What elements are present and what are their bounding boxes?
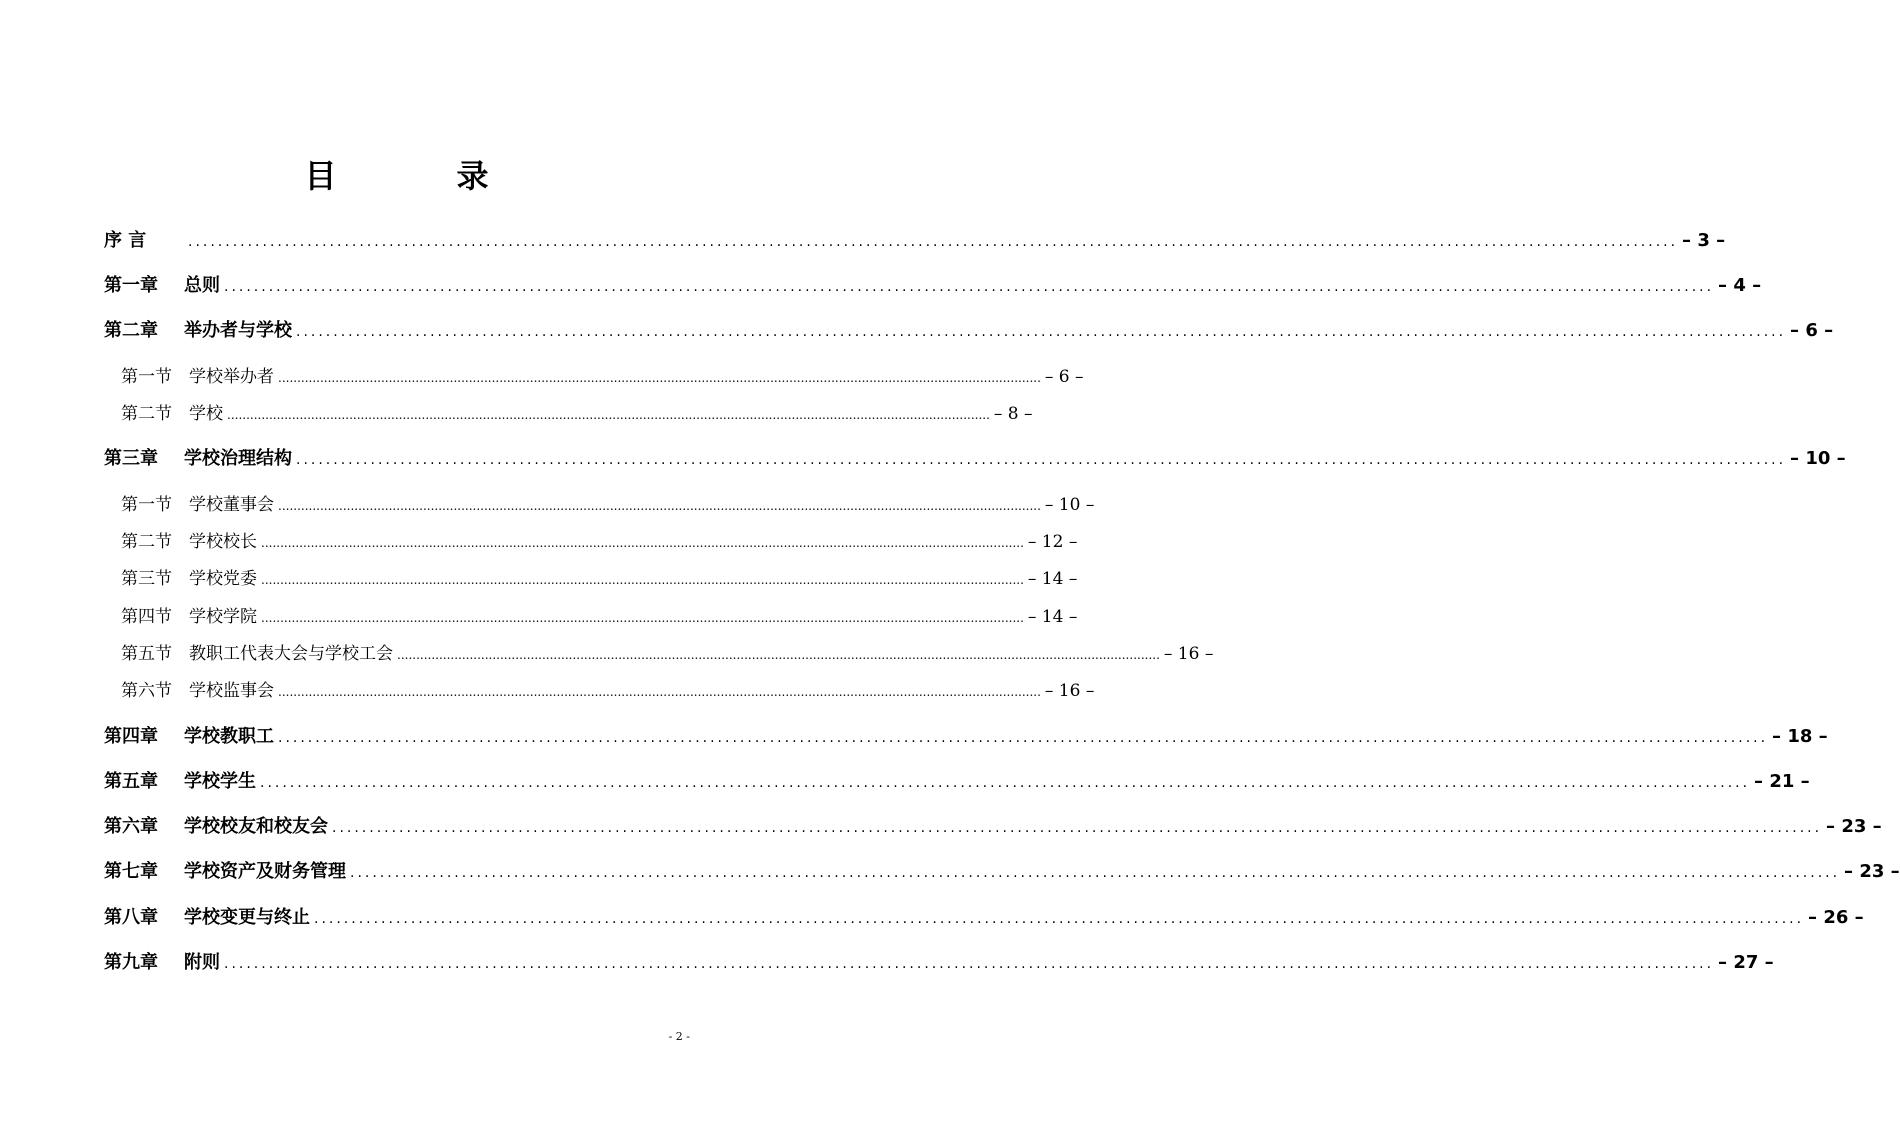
toc-entry-page: – 12 –: [1027, 532, 1078, 552]
toc-entry-page: – 14 –: [1027, 569, 1078, 589]
toc-entry-page: – 10 –: [1044, 495, 1095, 515]
toc-leader-dots: ........................................................................................................................................................................................................: [224, 956, 1715, 972]
toc-entry-number: 第三章: [104, 448, 158, 469]
toc-leader-dots: ........................................................................................................................................................................................................: [227, 408, 990, 422]
toc-entry-page: – 10 –: [1790, 448, 1846, 469]
toc-entry-page: – 6 –: [1790, 320, 1834, 341]
toc-leader-dots: ........................................................................................................................................................................................................: [296, 324, 1787, 340]
toc-entry-label: 学校教职工: [184, 726, 274, 747]
toc-entry-label: 教职工代表大会与学校工会: [189, 644, 393, 664]
toc-entry-page: – 3 –: [1682, 230, 1726, 251]
toc-entry-label: 学校校友和校友会: [184, 816, 328, 837]
toc-entry-page: – 14 –: [1027, 607, 1078, 627]
toc-entry-label: 举办者与学校: [184, 320, 292, 341]
toc-entry-page: – 21 –: [1754, 771, 1810, 792]
toc-entry-page: – 16 –: [1044, 681, 1095, 701]
toc-entry-page: – 23 –: [1826, 816, 1882, 837]
toc-entry-number: 第二节: [121, 404, 172, 424]
toc-entry[interactable]: [121, 602, 1078, 627]
toc-entry-label: 学校学生: [184, 771, 256, 792]
toc-entry[interactable]: [104, 444, 1846, 470]
toc-entry-number: 第六章: [104, 816, 158, 837]
toc-entry-number: 第一章: [104, 275, 158, 296]
toc-leader-dots: ........................................................................................................................................................................................................: [261, 573, 1024, 587]
toc-entry-page: – 4 –: [1718, 275, 1762, 296]
toc-entry-page: – 8 –: [993, 404, 1033, 424]
toc-entry-label: 总则: [184, 275, 220, 296]
toc-entry-label: 学校治理结构: [184, 448, 292, 469]
toc-entry-page: – 18 –: [1772, 726, 1828, 747]
toc-leader-dots: ........................................................................................................................................................................................................: [278, 685, 1041, 699]
toc-entry[interactable]: [121, 362, 1084, 387]
toc-entry[interactable]: [104, 903, 1864, 929]
toc-entry-number: 第六节: [121, 681, 172, 701]
toc-leader-dots: ........................................................................................................................................................................................................: [314, 911, 1805, 927]
toc-entry-number: 第一节: [121, 367, 172, 387]
toc-leader-dots: ........................................................................................................................................................................................................: [224, 279, 1715, 295]
toc-entry-number: 第五节: [121, 644, 172, 664]
toc-entry-label: 附则: [184, 952, 220, 973]
toc-leader-dots: ........................................................................................................................................................................................................: [332, 820, 1823, 836]
toc-entry-number: 第八章: [104, 907, 158, 928]
toc-entry-label: 学校党委: [189, 569, 257, 589]
toc-entry[interactable]: [104, 767, 1810, 793]
toc-entry-number: 第一节: [121, 495, 172, 515]
toc-leader-dots: ........................................................................................................................................................................................................: [278, 371, 1041, 385]
toc-leader-dots: ........................................................................................................................................................................................................: [261, 536, 1024, 550]
toc-leader-dots: ........................................................................................................................................................................................................: [296, 452, 1787, 468]
toc-entry[interactable]: [104, 812, 1882, 838]
toc-entry[interactable]: [104, 948, 1774, 974]
toc-leader-dots: ........................................................................................................................................................................................................: [278, 499, 1041, 513]
toc-entry-number: 第五章: [104, 771, 158, 792]
toc-entry[interactable]: [121, 639, 1214, 664]
toc-entry-label: 学校: [189, 404, 223, 424]
toc-entry-number: 第九章: [104, 952, 158, 973]
toc-entry-label: 学校变更与终止: [184, 907, 310, 928]
toc-entry[interactable]: [121, 527, 1078, 552]
toc-entry[interactable]: [121, 676, 1095, 701]
toc-entry[interactable]: [121, 564, 1078, 589]
toc-entry-page: – 26 –: [1808, 907, 1864, 928]
toc-entry-page: – 23 –: [1844, 861, 1900, 882]
toc-entry-label: 学校监事会: [189, 681, 274, 701]
toc-entry[interactable]: [121, 399, 1033, 424]
toc-leader-dots: ........................................................................................................................................................................................................: [188, 234, 1679, 250]
toc-entry-page: – 27 –: [1718, 952, 1774, 973]
toc-leader-dots: ........................................................................................................................................................................................................: [260, 775, 1751, 791]
toc-entry-number: 第四章: [104, 726, 158, 747]
toc-entry-label: 学校举办者: [189, 367, 274, 387]
toc-entry-number: 第四节: [121, 607, 172, 627]
toc-leader-dots: ........................................................................................................................................................................................................: [261, 611, 1024, 625]
toc-entry[interactable]: [104, 857, 1900, 883]
page-title: 目 录: [304, 157, 533, 195]
toc-entry[interactable]: [104, 722, 1828, 748]
toc-entry-number: 第二节: [121, 532, 172, 552]
toc-entry[interactable]: [104, 271, 1762, 297]
toc-entry-page: – 16 –: [1163, 644, 1214, 664]
toc-entry-label: 学校董事会: [189, 495, 274, 515]
toc-entry-number: 序 言: [104, 230, 147, 251]
toc-entry[interactable]: [104, 316, 1834, 342]
page-number: - 2 -: [668, 1030, 690, 1043]
toc-entry-label: 学校校长: [189, 532, 257, 552]
toc-entry-number: 第三节: [121, 569, 172, 589]
toc-entry-label: 学校学院: [189, 607, 257, 627]
toc-entry-label: 学校资产及财务管理: [184, 861, 346, 882]
toc-leader-dots: ........................................................................................................................................................................................................: [397, 648, 1160, 662]
toc-entry[interactable]: [121, 490, 1095, 515]
toc-leader-dots: ........................................................................................................................................................................................................: [278, 730, 1769, 746]
toc-entry[interactable]: [104, 226, 1726, 252]
toc-entry-number: 第七章: [104, 861, 158, 882]
toc-entry-page: – 6 –: [1044, 367, 1084, 387]
toc-entry-number: 第二章: [104, 320, 158, 341]
toc-leader-dots: ........................................................................................................................................................................................................: [350, 865, 1841, 881]
